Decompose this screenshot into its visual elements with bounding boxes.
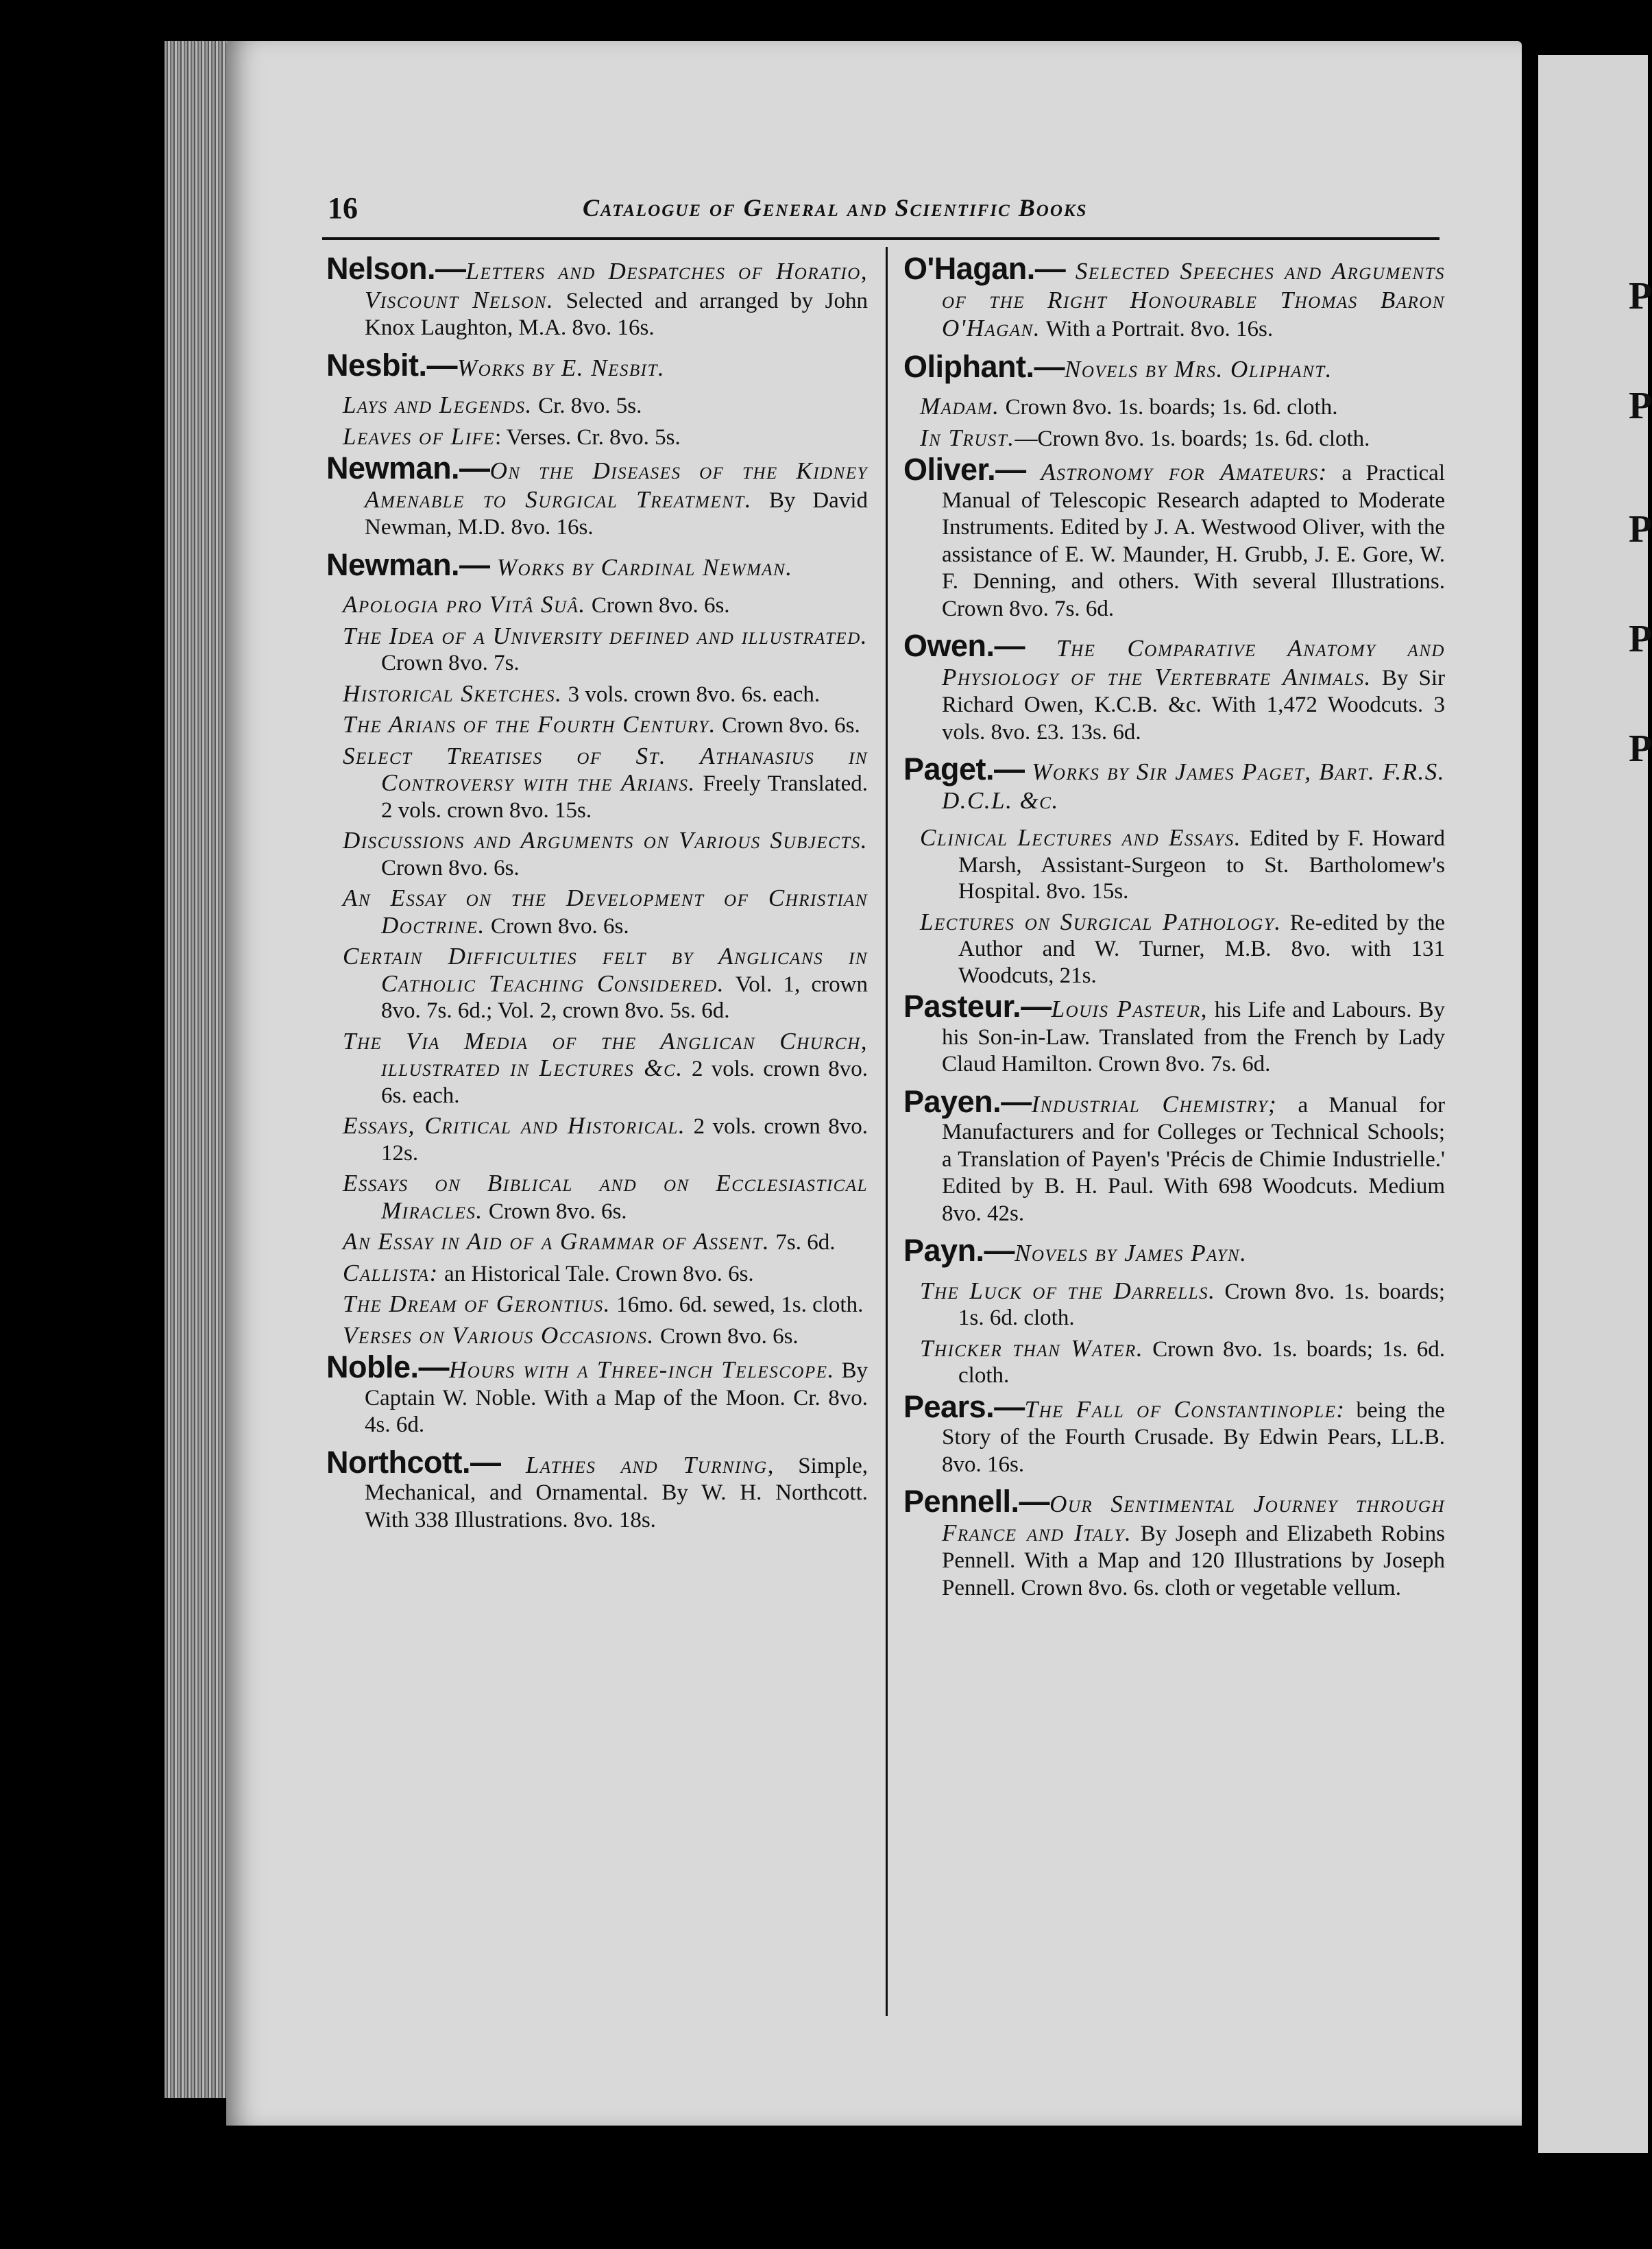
catalogue-entry: [903, 251, 1445, 344]
catalogue-entry: [903, 348, 1445, 385]
sub-entry: [343, 1260, 868, 1288]
sub-entry: [920, 909, 1445, 989]
author-heading: Paget.—: [903, 751, 1025, 786]
author-heading: Oliphant.—: [903, 348, 1065, 384]
author-heading: Payn.—: [903, 1233, 1015, 1268]
right-column: [903, 251, 1446, 1611]
author-heading: Newman.—: [326, 450, 490, 485]
work-title: Works by E. Nesbit.: [457, 354, 666, 381]
left-column: [326, 251, 868, 1543]
sub-entry: [343, 1170, 868, 1225]
sub-entry-details: 2 vols. crown 8vo. 12s.: [381, 1114, 868, 1166]
work-title: Letters and Despatches of Horatio, Viscount Nelson.: [365, 258, 868, 313]
author-heading: Owen.—: [903, 628, 1025, 663]
sub-entry-details: —Crown 8vo. 1s. boards; 1s. 6d. cloth.: [1015, 426, 1370, 451]
header-rule: [322, 237, 1440, 240]
sub-entry-details: 16mo. 6d. sewed, 1s. cloth.: [610, 1292, 864, 1317]
sub-entry-details: Crown 8vo. 6s.: [483, 1199, 627, 1224]
sub-entry: [920, 1278, 1445, 1332]
sub-entry: [343, 828, 868, 881]
page-header: [322, 191, 1440, 232]
next-page-fragment: P: [1629, 618, 1652, 660]
sub-entry: [343, 1113, 868, 1166]
sub-entry-title: Thicker than Water.: [920, 1334, 1144, 1362]
sub-entry: [343, 623, 868, 677]
sub-entry-title: The Arians of the Fourth Century.: [343, 711, 716, 738]
work-title: Works by Sir James Paget, Bart. F.R.S. D.C.L. &c.: [942, 758, 1445, 814]
catalogue-entry: [903, 628, 1445, 746]
catalogue-entry: [903, 1083, 1445, 1228]
sub-entry-details: 2 vols. crown 8vo. 6s. each.: [381, 1057, 868, 1108]
catalogue-entry: [326, 251, 868, 342]
author-heading: Pasteur.—: [903, 989, 1052, 1024]
catalogue-entry: [326, 347, 868, 383]
sub-entry: [920, 425, 1445, 453]
sub-entry-title: The Dream of Gerontius.: [343, 1290, 611, 1317]
sub-entry: [343, 712, 868, 739]
catalogue-entry: [903, 1484, 1445, 1602]
entry-details: By Joseph and Elizabeth Robins Pennell. With a Map and 120 Illustrations by Joseph Pennell. Crown 8vo. 6s. cloth or vegetable vellum.: [942, 1521, 1445, 1600]
author-heading: O'Hagan.—: [903, 251, 1066, 286]
sub-entry: [343, 424, 868, 451]
sub-entry: [343, 1323, 868, 1350]
work-title: The Fall of Constantinople:: [1024, 1395, 1346, 1423]
sub-entry-title: Apologia pro Vitâ Suâ.: [343, 591, 586, 618]
sub-entry-title: Lectures on Surgical Pathology.: [920, 908, 1282, 935]
sub-entry-details: Crown 8vo. 1s. boards; 1s. 6d. cloth.: [999, 395, 1338, 420]
sub-entry-details: : Verses. Cr. 8vo. 5s.: [494, 424, 681, 450]
sub-entry-title: Clinical Lectures and Essays.: [920, 824, 1241, 851]
sub-entry-title: Essays, Critical and Historical.: [343, 1112, 686, 1139]
author-heading: Payen.—: [903, 1083, 1032, 1119]
entry-details: By David Newman, M.D. 8vo. 16s.: [365, 488, 868, 540]
page-number: 16: [328, 191, 358, 225]
author-heading: Noble.—: [326, 1349, 450, 1384]
sub-entry-title: The Luck of the Darrells.: [920, 1277, 1216, 1304]
entry-details: a Manual for Manufacturers and for Colleges or Technical Schools; a Translation of Payen's 'Précis de Chimie Industrielle.' Edited by B. H. Paul. With 698 Woodcuts. Medium 8vo. 42s.: [942, 1092, 1445, 1226]
work-title: The Comparative Anatomy and Physiology of the Vertebrate Animals.: [942, 635, 1445, 690]
sub-entry-title: Madam.: [920, 393, 1000, 420]
sub-entry-details: Crown 8vo. 6s.: [585, 593, 730, 618]
catalogue-entry: [326, 1349, 868, 1439]
sub-entry: [920, 1336, 1445, 1389]
author-heading: Nesbit.—: [326, 347, 458, 383]
sub-entry: [343, 885, 868, 939]
author-heading: Pennell.—: [903, 1484, 1050, 1519]
work-title: Hours with a Three-inch Telescope.: [449, 1356, 835, 1383]
entry-details: his Life and Labours. By his Son-in-Law. Translated from the French by Lady Claud Hamilton. Crown 8vo. 7s. 6d.: [942, 998, 1445, 1077]
sub-entry: [343, 1291, 868, 1319]
sub-entry-title: Certain Difficulties felt by Anglicans in Catholic Teaching Considered.: [343, 943, 868, 997]
sub-entry: [343, 943, 868, 1024]
sub-entry-details: Crown 8vo. 6s.: [485, 913, 629, 939]
sub-entry-title: An Essay in Aid of a Grammar of Assent.: [343, 1228, 770, 1255]
entry-details: a Practical Manual of Telescopic Research adapted to Moderate Instruments. Edited by J. A. Westwood Oliver, with the assistance of E. W. Maunder, H. Grubb, J. E. Gore, W. F. Denning, and others. With several Illustrations. Crown 8vo. 7s. 6d.: [942, 461, 1445, 621]
sub-entry-title: An Essay on the Development of Christian Doctrine.: [343, 885, 868, 939]
entry-details: By Sir Richard Owen, K.C.B. &c. With 1,472 Woodcuts. 3 vols. 8vo. £3. 13s. 6d.: [942, 665, 1445, 745]
catalogue-entry: [326, 1444, 868, 1535]
sub-entry-details: Crown 8vo. 6s.: [716, 713, 860, 738]
sub-entry: [343, 392, 868, 420]
entry-details: Selected and arranged by John Knox Laughton, M.A. 8vo. 16s.: [365, 288, 868, 340]
sub-entry: [343, 1229, 868, 1256]
sub-entry-details: Edited by F. Howard Marsh, Assistant-Surgeon to St. Bartholomew's Hospital. 8vo. 15s.: [958, 826, 1446, 904]
sub-entry-title: Discussions and Arguments on Various Subjects.: [343, 827, 868, 854]
catalogue-entry: [903, 751, 1445, 815]
sub-entry: [343, 592, 868, 619]
entry-details: Simple, Mechanical, and Ornamental. By W. H. Northcott. With 338 Illustrations. 8vo. 18s.: [365, 1453, 868, 1532]
sub-entry-details: 7s. 6d.: [770, 1230, 836, 1255]
sub-entry-title: Select Treatises of St. Athanasius in Controversy with the Arians.: [343, 742, 868, 796]
work-title: Louis Pasteur,: [1051, 996, 1208, 1022]
author-heading: Oliver.—: [903, 452, 1026, 487]
entry-details: With a Portrait. 8vo. 16s.: [1041, 317, 1274, 341]
author-heading: Newman.—: [326, 546, 490, 582]
sub-entry-title: The Idea of a University defined and illustrated.: [343, 622, 868, 649]
sub-entry-title: Essays on Biblical and on Ecclesiastical Miracles.: [343, 1170, 868, 1224]
entry-details: being the Story of the Fourth Crusade. By Edwin Pears, LL.B. 8vo. 16s.: [942, 1397, 1445, 1477]
work-title: Novels by James Payn.: [1015, 1240, 1248, 1266]
sub-entry: [343, 1029, 868, 1109]
work-title: Works by Cardinal Newman.: [489, 553, 793, 581]
catalogue-entry: [903, 989, 1445, 1079]
work-title: On the Diseases of the Kidney Amenable to Surgical Treatment.: [365, 457, 868, 513]
author-heading: Pears.—: [903, 1388, 1025, 1424]
sub-entry-details: Crown 8vo. 1s. boards; 1s. 6d. cloth.: [958, 1279, 1445, 1330]
sub-entry-title: In Trust.: [920, 424, 1015, 451]
author-heading: Northcott.—: [326, 1444, 501, 1480]
sub-entry-details: an Historical Tale. Crown 8vo. 6s.: [438, 1261, 754, 1286]
work-title: Industrial Chemistry;: [1031, 1090, 1278, 1118]
sub-entry-details: Crown 8vo. 6s.: [381, 855, 520, 880]
work-title: Lathes and Turning,: [500, 1451, 775, 1478]
sub-entry-details: Re-edited by the Author and W. Turner, M.B. 8vo. with 131 Woodcuts, 21s.: [958, 910, 1445, 988]
sub-entry-details: Crown 8vo. 7s.: [381, 651, 520, 675]
sub-entry-title: Callista:: [343, 1259, 439, 1286]
catalogue-entry: [903, 452, 1445, 623]
work-title: Astronomy for Amateurs:: [1025, 459, 1328, 485]
running-title: Catalogue of General and Scientific Books: [583, 194, 1088, 221]
sub-entry-details: Crown 8vo. 6s.: [654, 1323, 799, 1349]
sub-entry-details: Freely Translated. 2 vols. crown 8vo. 15s.: [381, 771, 868, 823]
sub-entry-title: Verses on Various Occasions.: [343, 1321, 655, 1349]
next-page-fragment: P: [1629, 275, 1652, 317]
sub-entry-title: Historical Sketches.: [343, 679, 563, 707]
sub-entry: [343, 743, 868, 824]
next-page-fragment: P: [1629, 508, 1652, 551]
work-title: Novels by Mrs. Oliphant.: [1065, 355, 1333, 383]
sub-entry-title: The Via Media of the Anglican Church, illustrated in Lectures &c.: [343, 1027, 868, 1081]
sub-entry-details: Crown 8vo. 1s. boards; 1s. 6d. cloth.: [958, 1336, 1445, 1388]
catalogue-entry: [326, 546, 868, 583]
sub-entry-title: Leaves of Life: [343, 422, 495, 450]
sub-entry: [343, 681, 868, 708]
catalogue-entry: [326, 450, 868, 542]
column-divider: [886, 247, 888, 2016]
sub-entry-details: 3 vols. crown 8vo. 6s. each.: [562, 682, 821, 707]
work-title: Our Sentimental Journey through France and Italy.: [942, 1491, 1445, 1546]
sub-entry: [920, 394, 1445, 421]
entry-details: By Captain W. Noble. With a Map of the Moon. Cr. 8vo. 4s. 6d.: [365, 1358, 868, 1437]
catalogue-entry: [903, 1233, 1445, 1268]
catalogue-entry: [903, 1388, 1445, 1479]
work-title: Selected Speeches and Arguments of the Right Honourable Thomas Baron O'Hagan.: [942, 258, 1445, 341]
next-page-fragment: P: [1629, 727, 1652, 770]
next-page-strip: [1538, 55, 1652, 2153]
sub-entry-details: Cr. 8vo. 5s.: [532, 394, 642, 418]
sub-entry-title: Lays and Legends.: [343, 392, 533, 418]
sub-entry-details: Vol. 1, crown 8vo. 7s. 6d.; Vol. 2, crown 8vo. 5s. 6d.: [381, 972, 868, 1023]
next-page-fragment: P: [1629, 385, 1652, 427]
author-heading: Nelson.—: [326, 251, 466, 286]
sub-entry: [920, 825, 1445, 905]
